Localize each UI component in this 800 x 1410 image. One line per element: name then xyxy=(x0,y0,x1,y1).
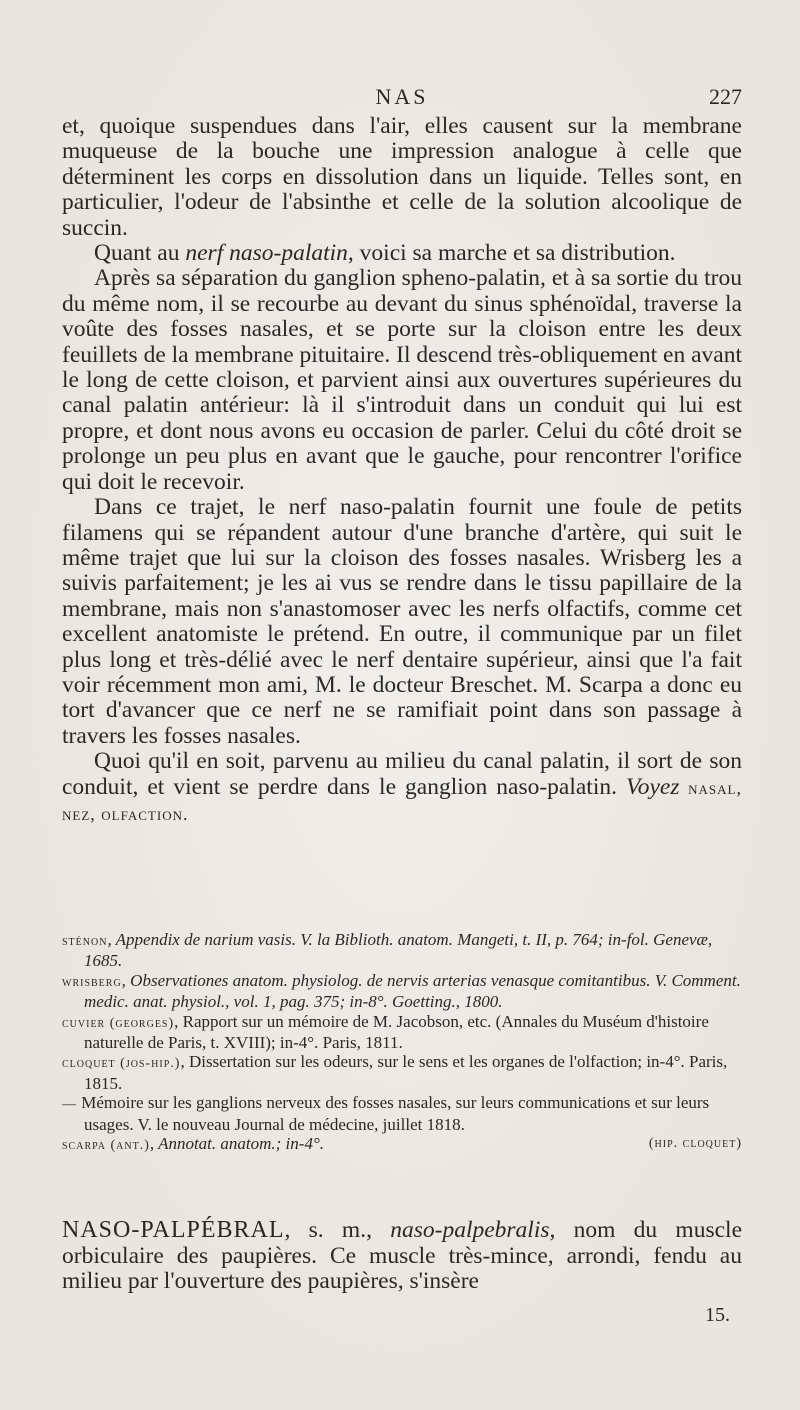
paragraph-5: Quoi qu'il en soit, parvenu au milieu du canal palatin, il sort de son conduit, et vient se perdre dans le ganglion naso-palatin. Voyez nasal, nez, olfaction. xyxy=(62,748,742,824)
cross-references: nasal, nez, olfaction. xyxy=(62,777,742,824)
signature-mark: 15. xyxy=(705,1304,730,1326)
reference-item: cloquet (jos-hip.), Dissertation sur les odeurs, sur le sens et les organes de l'olfaction; in-4°. Paris, 1815. xyxy=(62,1052,728,1093)
page-header xyxy=(62,84,742,114)
paragraph-3: Après sa séparation du ganglion spheno-palatin, et à sa sortie du trou du même nom, il se recourbe au devant du sinus sphénoïdal, traverse la voûte des fosses nasales, et se porte sur la cloison entre les deux feuillets de la membrane pituitaire. Il descend très-obliquement en avant le long de cette cloison, et parvient ainsi aux ouvertures supérieures du canal palatin antérieur: là il s'introduit dans un conduit qui lui est propre, et dont nous avons eu occasion de parler. Celui du côté droit se prolonge un peu plus en avant que le gauche, pour rencontrer l'orifice qui doit le recevoir. xyxy=(62,265,742,495)
paragraph-1: et, quoique suspendues dans l'air, elles causent sur la membrane muqueuse de la bouche une impression analogue à celle que déterminent les corps en dissolution dans un liquide. Telles sont, en particulier, l'odeur de l'absinthe et celle de la solution alcoolique de succin. xyxy=(62,113,742,241)
voyez-label: Voyez xyxy=(626,773,680,800)
reference-item: (hip. cloquet) scarpa (ant.), Annotat. anatom.; in-4°. xyxy=(62,1134,742,1154)
page-number: 227 xyxy=(709,84,742,109)
paragraph-4: Dans ce trajet, le nerf naso-palatin fournit une foule de petits filamens qui se répandent autour d'une branche d'artère, qui suit le même trajet que lui sur la cloison des fosses nasales. Wrisberg les a suivis parfaitement; je les ai vus se rendre dans le tissu papillaire de la membrane, mais non s'anastomoser avec les nerfs olfactifs, comme cet excellent anatomiste le prétend. En outre, il communique par un filet plus long et très-délié avec le nerf dentaire supérieur, ainsi que l'a fait voir récemment mon ami, M. le docteur Breschet. M. Scarpa a donc eu tort d'avancer que ce nerf ne se ramifiait point dans son passage à travers les fosses nasales. xyxy=(62,494,742,749)
entry-term: NASO-PALPÉBRAL xyxy=(62,1217,285,1243)
dictionary-entry: NASO-PALPÉBRAL, s. m., naso-palpebralis, nom du muscle orbiculaire des paupières. Ce muscle très-mince, arrondi, fendu au milieu par l'ouverture des paupières, s'insère xyxy=(62,1217,742,1295)
reference-item: sténon, Appendix de narium vasis. V. la Biblioth. anatom. Mangeti, t. II, p. 764; in-fol. Genevæ, 1685. xyxy=(62,930,713,971)
article-body xyxy=(62,114,742,827)
reference-item: — Mémoire sur les ganglions nerveux des fosses nasales, sur leurs communications et sur leurs usages. V. le nouveau Journal de médecine, juillet 1818. xyxy=(62,1093,710,1134)
running-head: NAS xyxy=(375,84,429,109)
entry-latin: naso-palpebralis xyxy=(390,1217,550,1243)
nerve-term: nerf naso-palatin xyxy=(185,240,348,267)
author-signature: (hip. cloquet) xyxy=(648,1136,742,1152)
paragraph-2: Quant au nerf naso-palatin, voici sa marche et sa distribution. xyxy=(94,240,676,267)
reference-item: wrisberg, Observationes anatom. physiolog. de nervis arterias venasque comitantibus. V. Comment. medic. anat. physiol., vol. 1, pag. 375; in-8°. Goetting., 1800. xyxy=(62,970,741,1012)
bibliography xyxy=(62,930,742,1155)
reference-item: cuvier (georges), Rapport sur un mémoire de M. Jacobson, etc. (Annales du Muséum d'histoire naturelle de Paris, t. XVIII); in-4°. Paris, 1811. xyxy=(62,1011,709,1053)
